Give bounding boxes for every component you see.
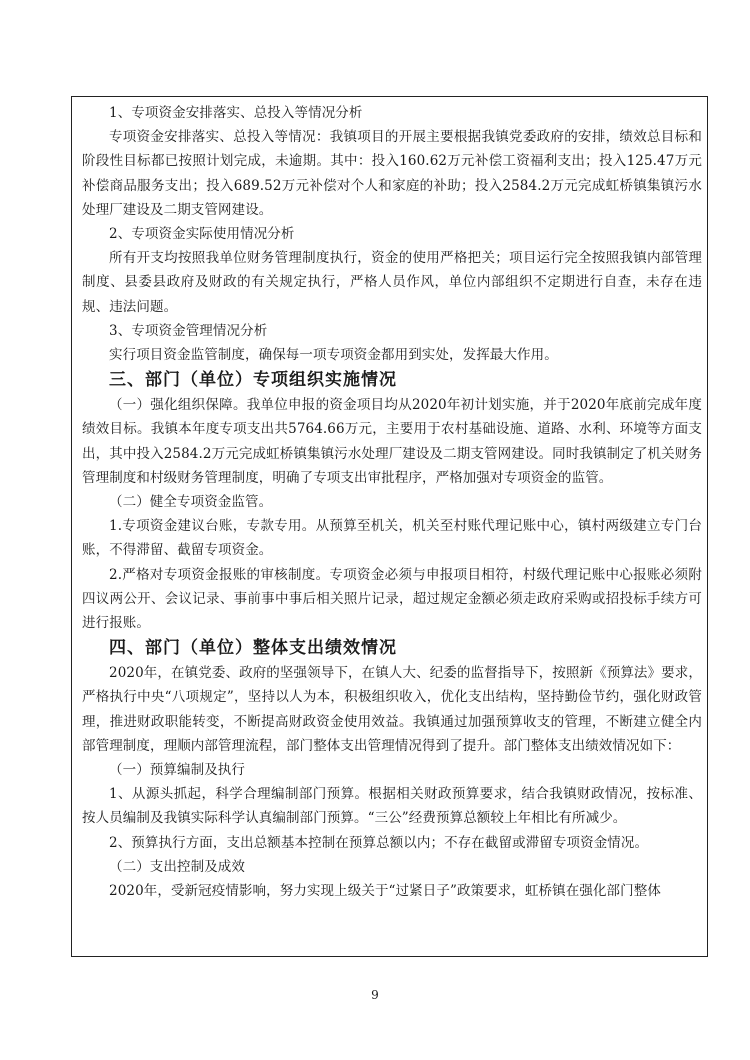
paragraph: 1.专项资金建议台账，专款专用。从预算至机关，机关至村账代理记账中心，镇村两级建立专门台账，不得滞留、截留专项资金。 (82, 518, 702, 559)
paragraph: 2.严格对专项资金报账的审核制度。专项资金必须与申报项目相符，村级代理记账中心报账必须附四议两公开、会议记录、事前事中事后相关照片记录，超过规定金额必须走政府采购或招投标手续方可进行报账。 (82, 566, 702, 632)
page-number: 9 (371, 988, 379, 1002)
paragraph: （一）强化组织保障。我单位申报的资金项目均从2020年初计划实施，并于2020年底前完成年度绩效目标。我镇本年度专项支出共5764.66万元，主要用于农村基础设施、道路、水利、环境等方面支出，其中投入2584.2万元完成虹桥镇集镇污水处理厂建设及二期支管网建设。同时我镇制定了机关财务管理制度和村级财务管理制度，明确了专项支出审批程序，严格加强对专项资金的监管。 (82, 397, 702, 486)
paragraph: 2、预算执行方面，支出总额基本控制在预算总额以内；不存在截留或滞留专项资金情况。 (109, 834, 649, 851)
subheading: （二）支出控制及成效 (109, 858, 245, 875)
paragraph: 1、从源头抓起，科学合理编制部门预算。根据相关财政预算要求，结合我镇财政情况，按标准、按人员编制及我镇实际科学认真编制部门预算。“三公”经费预算总额较上年相比有所减少。 (82, 786, 702, 827)
subheading-1: 1、专项资金安排落实、总投入等情况分析 (109, 105, 363, 121)
paragraph: 所有开支均按照我单位财务管理制度执行，资金的使用严格把关；项目运行完全按照我镇内部管理制度、县委县政府及财政的有关规定执行，严格人员作风，单位内部组织不定期进行自查，未存在违规、违法问题。 (82, 250, 702, 315)
section-heading-3: 三、部门（单位）专项组织实施情况 (109, 370, 397, 391)
paragraph: 2020年，受新冠疫情影响，努力实现上级关于“过紧日子”政策要求，虹桥镇在强化部门整体 (109, 883, 661, 900)
subheading: （一）预算编制及执行 (109, 762, 245, 779)
subheading-2: 2、专项资金实际使用情况分析 (109, 226, 295, 243)
paragraph: 实行项目资金监管制度，确保每一项专项资金都用到实处，发挥最大作用。 (109, 347, 558, 364)
subheading-3: 3、专项资金管理情况分析 (109, 322, 268, 339)
document-body (82, 101, 702, 903)
subheading: （二）健全专项资金监管。 (109, 494, 273, 511)
paragraph: 2020年，在镇党委、政府的坚强领导下，在镇人大、纪委的监督指导下，按照新《预算法》要求，严格执行中央“八项规定”，坚持以人为本，积极组织收入，优化支出结构，坚持勤俭节约，强化财政管理，推进财政职能转变，不断提高财政资金使用效益。我镇通过加强预算收支的管理，不断建立健全内部管理制度，理顺内部管理流程，部门整体支出管理情况得到了提升。部门整体支出绩效情况如下： (82, 665, 702, 754)
section-heading-4: 四、部门（单位）整体支出绩效情况 (109, 638, 397, 659)
paragraph: 专项资金安排落实、总投入等情况：我镇项目的开展主要根据我镇党委政府的安排，绩效总目标和阶段性目标都已按照计划完成，未逾期。其中：投入160.62万元补偿工资福利支出；投入125.47万元补偿商品服务支出；投入689.52万元补偿对个人和家庭的补助；投入2584.2万元完成虹桥镇集镇污水处理厂建设及二期支管网建设。 (82, 129, 702, 218)
